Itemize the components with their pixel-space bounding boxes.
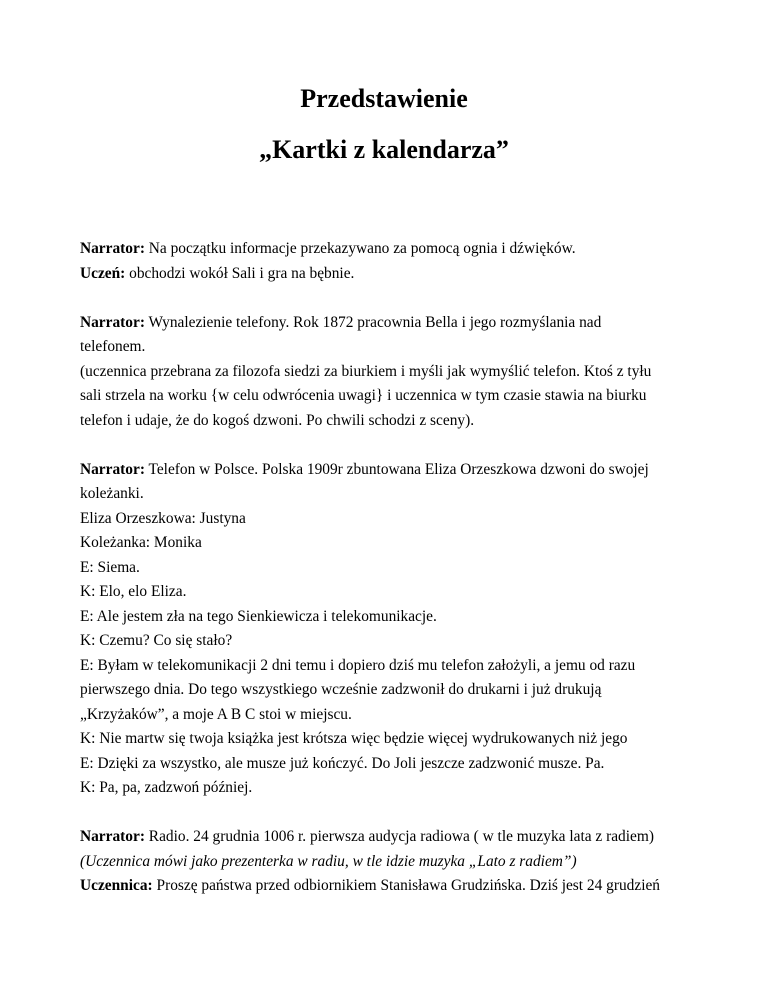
line-text: E: Byłam w telekomunikacji 2 dni temu i dopiero dziś mu telefon założyli, a jemu od razu — [80, 656, 636, 674]
line-text: E: Dzięki za wszystko, ale musze już kończyć. Do Joli jeszcze zadzwonić musze. Pa. — [80, 754, 605, 772]
text-line — [80, 531, 700, 556]
line-text: (Uczennica mówi jako prezenterka w radiu, w tle idzie muzyka „Lato z radiem”) — [80, 852, 577, 870]
speaker-label: Narrator: — [80, 828, 145, 845]
line-text: Eliza Orzeszkowa: Justyna — [80, 509, 246, 527]
text-line — [80, 850, 700, 875]
line-text: telefonem. — [80, 338, 146, 355]
text-line — [80, 262, 700, 287]
speaker-label: Narrator: — [80, 460, 145, 478]
text-line — [80, 727, 700, 752]
text-line — [80, 335, 700, 360]
paragraph — [80, 311, 700, 434]
text-line — [80, 237, 700, 262]
line-text: Telefon w Polsce. Polska 1909r zbuntowana Eliza Orzeszkowa dzwoni do swojej — [144, 460, 649, 478]
paragraph — [80, 458, 700, 801]
text-line — [80, 678, 700, 703]
text-line — [80, 556, 700, 581]
text-line — [80, 825, 700, 850]
line-text: E: Ale jestem zła na tego Sienkiewicza i telekomunikacje. — [80, 607, 437, 625]
text-line — [80, 507, 700, 532]
text-line — [80, 752, 700, 777]
line-text: Proszę państwa przed odbiornikiem Stanisława Grudzińska. Dziś jest 24 grudzień — [152, 877, 660, 894]
text-line — [80, 482, 700, 507]
document-body — [80, 237, 700, 899]
line-text: koleżanki. — [80, 485, 144, 502]
line-text: „Krzyżaków”, a moje A B C stoi w miejscu. — [80, 705, 352, 723]
line-text: Na początku informacje przekazywano za pomocą ognia i dźwięków. — [144, 240, 576, 257]
line-text: Wynalezienie telefony. Rok 1872 pracownia Bella i jego rozmyślania nad — [144, 313, 602, 331]
paragraph-gap — [80, 433, 700, 458]
line-text: pierwszego dnia. Do tego wszystkiego wcześnie zadzwonił do drukarni i już drukują — [80, 681, 602, 698]
text-line — [80, 776, 700, 801]
paragraph — [80, 825, 700, 899]
speaker-label: Narrator: — [80, 313, 145, 331]
text-line — [80, 458, 700, 483]
text-line — [80, 605, 700, 630]
text-line — [80, 580, 700, 605]
line-text: K: Nie martw się twoja książka jest krótsza więc będzie więcej wydrukowanych niż jego — [80, 730, 628, 747]
line-text: Koleżanka: Monika — [80, 534, 202, 551]
document-subtitle: „Kartki z kalendarza” — [259, 135, 509, 164]
line-text: K: Elo, elo Eliza. — [80, 583, 187, 600]
speaker-label: Narrator: — [80, 240, 145, 257]
document-title: Przedstawienie — [300, 84, 468, 113]
line-text: K: Czemu? Co się stało? — [80, 632, 233, 649]
line-text: Radio. 24 grudnia 1006 r. pierwsza audycja radiowa ( w tle muzyka lata z radiem) — [144, 828, 654, 845]
speaker-label: Uczennica: — [80, 877, 153, 894]
text-line — [80, 654, 700, 679]
text-line — [80, 874, 700, 899]
text-line — [80, 409, 700, 434]
line-text: (uczennica przebrana za filozofa siedzi za biurkiem i myśli jak wymyślić telefon. Ktoś z tyłu — [80, 362, 652, 380]
text-line — [80, 703, 700, 728]
speaker-label: Uczeń: — [80, 264, 126, 282]
text-line — [80, 629, 700, 654]
line-text: sali strzela na worku {w celu odwrócenia uwagi} i uczennica w tym czasie stawia na biurku — [80, 387, 647, 404]
line-text: E: Siema. — [80, 558, 140, 576]
line-text: telefon i udaje, że do kogoś dzwoni. Po chwili schodzi z sceny). — [80, 411, 475, 429]
line-text: K: Pa, pa, zadzwoń później. — [80, 779, 253, 796]
paragraph-gap — [80, 801, 700, 826]
text-line — [80, 360, 700, 385]
paragraph-gap — [80, 286, 700, 311]
text-line — [80, 384, 700, 409]
paragraph — [80, 237, 700, 286]
text-line — [80, 311, 700, 336]
line-text: obchodzi wokół Sali i gra na bębnie. — [125, 264, 355, 282]
